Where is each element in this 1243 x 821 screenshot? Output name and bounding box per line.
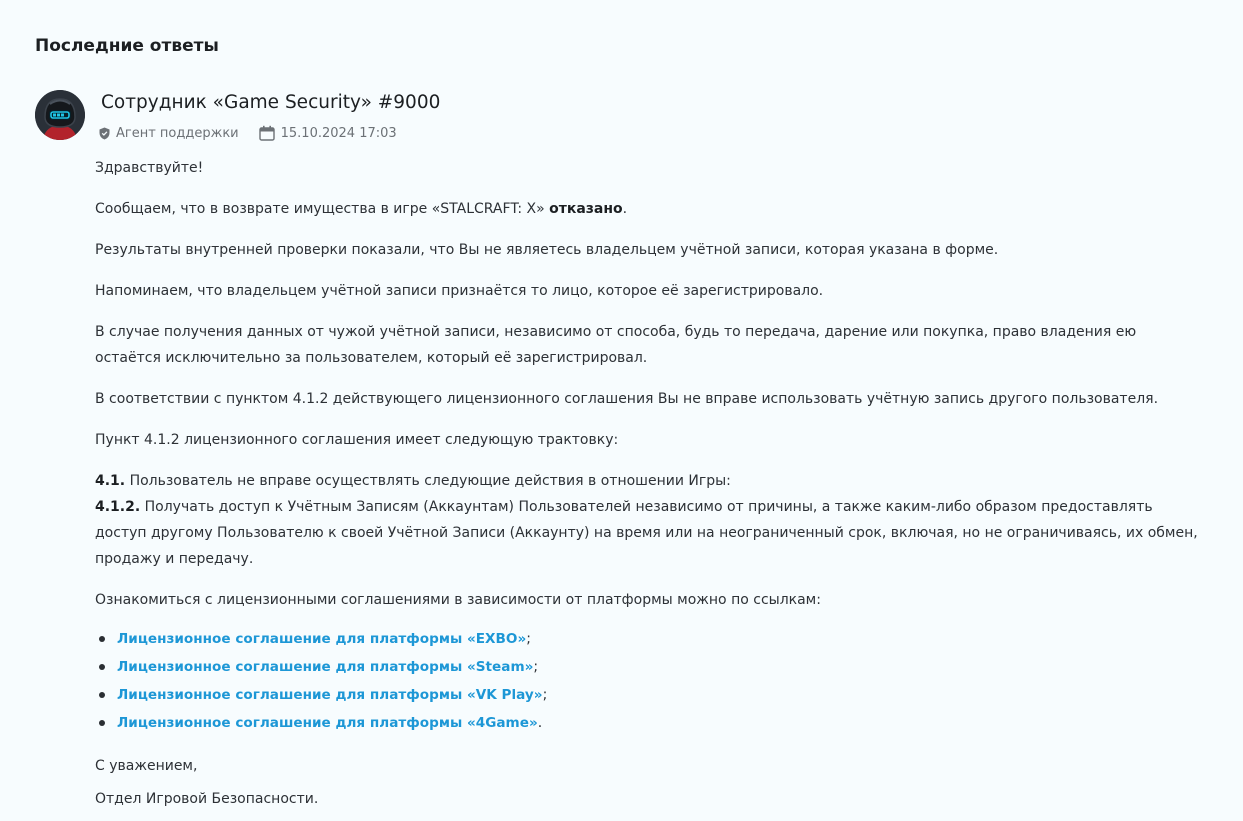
bullet-icon	[99, 636, 105, 642]
clause-number: 4.1.	[95, 473, 126, 489]
closing-text: С уважением,	[95, 758, 198, 774]
robot-avatar-icon	[35, 90, 85, 140]
clause-number: 4.1.2.	[95, 499, 141, 515]
clause-intro-paragraph: Пункт 4.1.2 лицензионного соглашения имеет следующую трактовку:	[95, 432, 619, 448]
license-links-list	[95, 625, 1205, 737]
calendar-icon	[259, 125, 275, 141]
license-link-vkplay[interactable]: Лицензионное соглашение для платформы «VK Play»	[117, 687, 543, 703]
bullet-icon	[99, 692, 105, 698]
refusal-word: отказано	[549, 201, 623, 217]
greeting: Здравствуйте!	[95, 160, 204, 176]
signature	[95, 750, 1205, 816]
license-link-steam[interactable]: Лицензионное соглашение для платформы «Steam»	[117, 659, 534, 675]
author-name[interactable]: Сотрудник «Game Security» #9000	[101, 92, 441, 113]
links-intro-paragraph: Ознакомиться с лицензионными соглашениями в зависимости от платформы можно по ссылкам:	[95, 592, 821, 608]
shield-icon	[99, 127, 110, 140]
refusal-paragraph: Сообщаем, что в возврате имущества в игре «STALCRAFT: X» отказано.	[95, 201, 628, 217]
department-name: Отдел Игровой Безопасности.	[95, 791, 319, 807]
license-link-4game[interactable]: Лицензионное соглашение для платформы «4Game»	[117, 715, 538, 731]
clause-text: 4.1. Пользователь не вправе осуществлять следующие действия в отношении Игры: 4.1.2. Получать доступ к Учётным Записям (Аккаунтам) Пользователей независимо от причины, а также каким-либо образом предоставлять доступ другому Пользователю к своей Учётной Записи (Аккаунту) на время или на неограниченный срок, включая, но не ограничиваясь, их обмен, продажу и передачу.	[95, 473, 1198, 567]
author-meta	[99, 124, 397, 142]
bullet-icon	[99, 720, 105, 726]
post-date: 15.10.2024 17:03	[280, 125, 397, 141]
author-role: Агент поддержки	[116, 125, 239, 141]
section-title: Последние ответы	[35, 36, 219, 56]
list-item: Лицензионное соглашение для платформы «EXBO»;	[117, 625, 1205, 653]
owner-reminder-paragraph: Напоминаем, что владельцем учётной записи признаётся то лицо, которое её зарегистрировало.	[95, 283, 824, 299]
license-link-exbo[interactable]: Лицензионное соглашение для платформы «EXBO»	[117, 631, 527, 647]
list-item: Лицензионное соглашение для платформы «Steam»;	[117, 653, 1205, 681]
transfer-paragraph: В случае получения данных от чужой учётной записи, независимо от способа, будь то передача, дарение или покупка, право владения ею остаётся исключительно за пользователем, который её зарегистрировал.	[95, 324, 1137, 366]
message-body	[95, 155, 1205, 816]
clause-reference-paragraph: В соответствии с пунктом 4.1.2 действующего лицензионного соглашения Вы не вправе использовать учётную запись другого пользователя.	[95, 391, 1159, 407]
list-item: Лицензионное соглашение для платформы «VK Play»;	[117, 681, 1205, 709]
bullet-icon	[99, 664, 105, 670]
check-result-paragraph: Результаты внутренней проверки показали, что Вы не являетесь владельцем учётной записи, которая указана в форме.	[95, 242, 999, 258]
list-item: Лицензионное соглашение для платформы «4Game».	[117, 709, 1205, 737]
avatar[interactable]	[35, 90, 85, 140]
